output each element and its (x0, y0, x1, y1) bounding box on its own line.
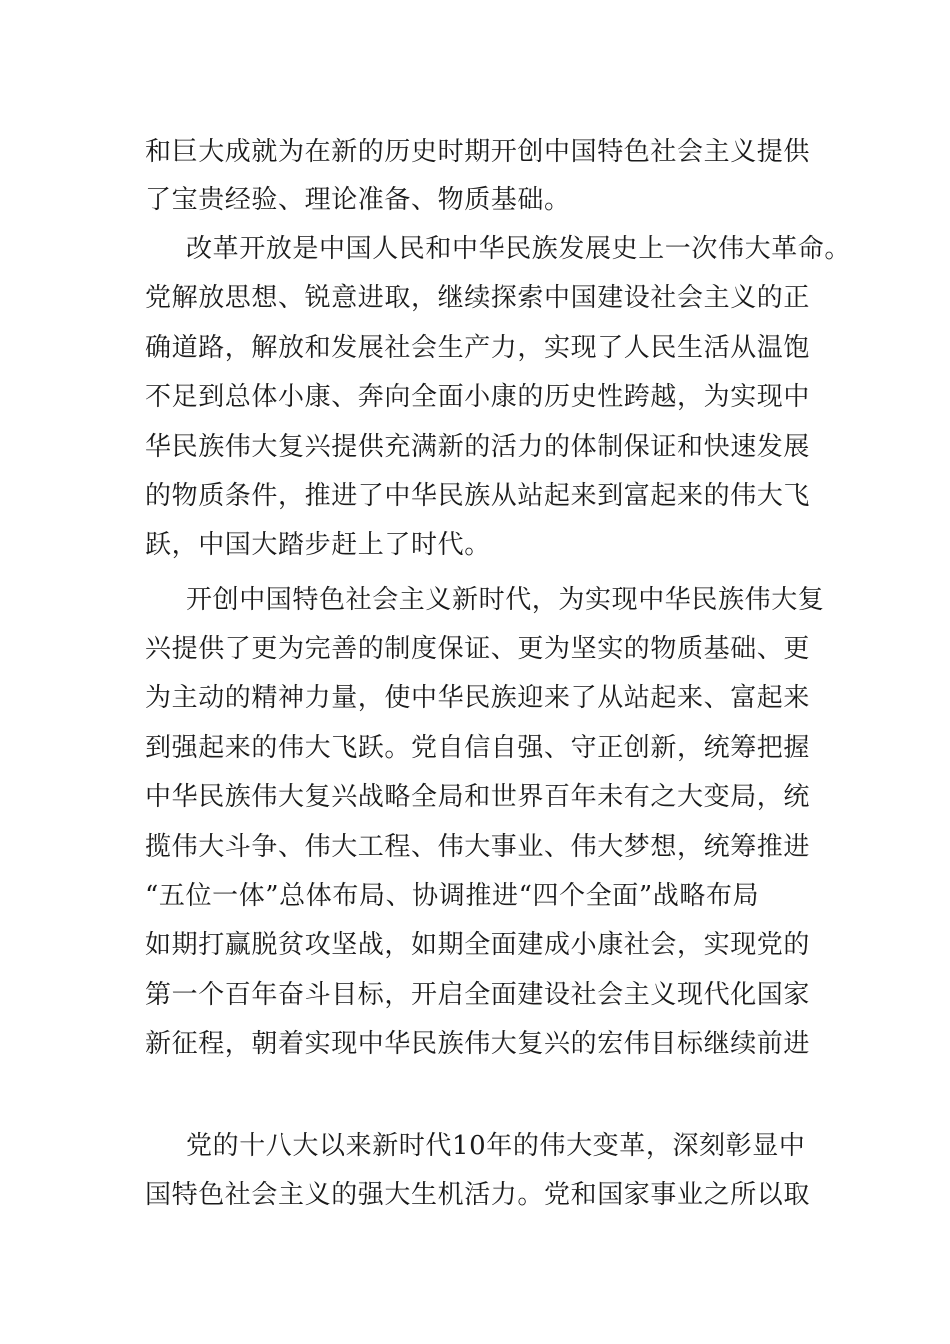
text-line: 和巨大成就为在新的历史时期开创中国特色社会主义提供 (145, 137, 811, 167)
text-line: 中华民族伟大复兴战略全局和世界百年未有之大变局，统 (145, 782, 811, 812)
text-line: “五位一体”总体布局、协调推进“四个全面”战略布局 (145, 881, 760, 911)
text-line: 党的十八大以来新时代10年的伟大变革，深刻彰显中 (186, 1131, 806, 1161)
text-line: 跃，中国大踏步赶上了时代。 (145, 530, 491, 560)
text-line: 揽伟大斗争、伟大工程、伟大事业、伟大梦想，统筹推进 (145, 832, 811, 862)
text-line: 确道路，解放和发展社会生产力，实现了人民生活从温饱 (145, 333, 811, 363)
text-line: 到强起来的伟大飞跃。党自信自强、守正创新，统筹把握 (145, 733, 811, 763)
text-line: 党解放思想、锐意进取，继续探索中国建设社会主义的正 (145, 283, 811, 313)
text-line: 国特色社会主义的强大生机活力。党和国家事业之所以取 (145, 1180, 811, 1210)
text-line: 如期打赢脱贫攻坚战，如期全面建成小康社会，实现党的 (145, 930, 811, 960)
text-line: 华民族伟大复兴提供充满新的活力的体制保证和快速发展 (145, 432, 811, 462)
text-line: 为主动的精神力量，使中华民族迎来了从站起来、富起来 (145, 683, 811, 713)
text-line: 了宝贵经验、理论准备、物质基础。 (145, 185, 571, 215)
text-line: 新征程，朝着实现中华民族伟大复兴的宏伟目标继续前进 (145, 1029, 811, 1059)
text-line: 改革开放是中国人民和中华民族发展史上一次伟大革命。 (186, 234, 852, 264)
text-line: 第一个百年奋斗目标，开启全面建设社会主义现代化国家 (145, 980, 811, 1010)
text-line: 兴提供了更为完善的制度保证、更为坚实的物质基础、更 (145, 634, 811, 664)
text-line: 开创中国特色社会主义新时代，为实现中华民族伟大复 (186, 585, 825, 615)
text-line: 不足到总体小康、奔向全面小康的历史性跨越，为实现中 (145, 382, 811, 412)
text-line: 的物质条件，推进了中华民族从站起来到富起来的伟大飞 (145, 481, 811, 511)
